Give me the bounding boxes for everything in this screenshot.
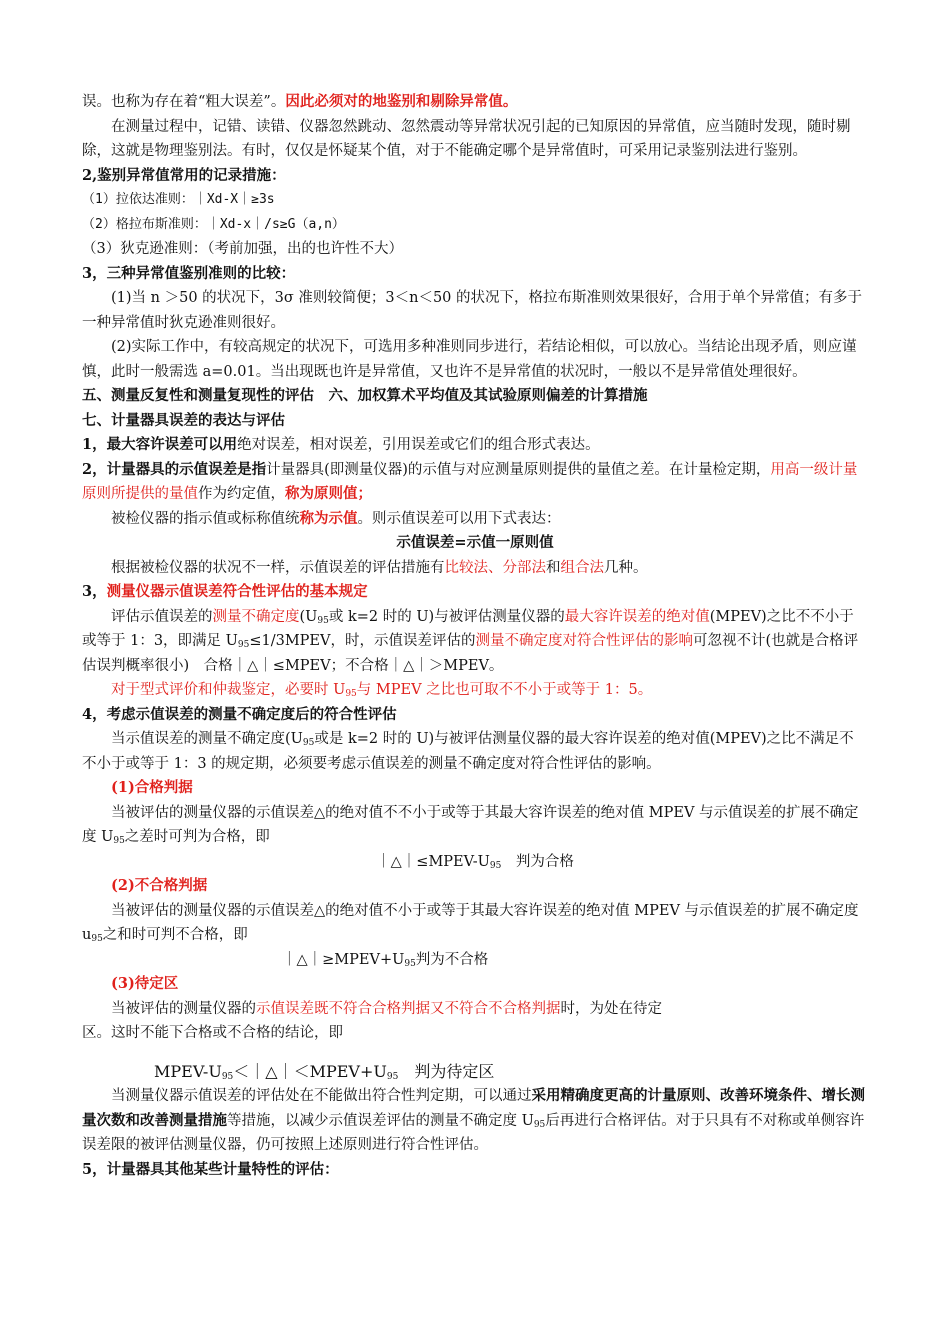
heading-3: 3，三种异常值鉴别准则的比较： xyxy=(82,264,296,282)
paragraph-uncertainty xyxy=(82,727,868,776)
subscript: 95 xyxy=(345,689,357,699)
criterion-pass-text xyxy=(82,801,868,850)
criterion-pending-text xyxy=(82,997,868,1022)
heading-5-other: 5，计量器具其他某些计量特性的评估： xyxy=(82,1160,339,1178)
text: 根据被检仪器的状况不一样，示值误差的评估措施有 xyxy=(111,559,445,576)
text: 称为示值 xyxy=(299,509,358,527)
heading-5-6: 五、测量反复性和测量复现性的评估 六、加权算术平均值及其试验原则偏差的计算措施 xyxy=(82,387,648,404)
text: 当测量仪器示值误差的评估处在不能做出符合性判定期，可以通过 xyxy=(111,1088,532,1104)
paragraph-compare-2: (2)实际工作中，有较高规定的状况下，可选用多种准则同步进行，若结论相似，可以放心。当结论出现矛盾，则应谨慎，此时一般需选 a=0.01。当出现既也许是异常值，又也许不是异常值的状况时，一般以不是异常值处理很好。 xyxy=(82,339,857,380)
highlight: 因此必须对的地鉴别和剔除异常值。 xyxy=(285,93,518,110)
paragraph-compare-1: (1)当 n ＞50 的状况下，3σ 准则较简便；3＜n＜50 的状况下，格拉布斯准则效果很好，合用于单个异常值；有多于一种异常值时狄克逊准则很好。 xyxy=(82,290,863,331)
text: 。则示值误差可以用下式表达： xyxy=(357,510,561,527)
text: (U xyxy=(299,608,318,625)
text: 3， xyxy=(82,583,107,600)
criterion-fail-text xyxy=(82,899,868,948)
criterion-1: （1）拉依达准则：｜Xd-X｜≥3s xyxy=(82,192,275,207)
subscript: 95 xyxy=(386,1071,399,1082)
text: ｜△｜≥MPEV+U xyxy=(282,951,405,968)
text: 测量不确定度对符合性评估的影响 xyxy=(475,633,693,649)
subscript: 95 xyxy=(91,934,103,944)
text: ｜△｜≤MPEV-U xyxy=(376,853,490,870)
text: 测量不确定度 xyxy=(212,608,300,625)
criterion-pass-title: (1)合格判据 xyxy=(111,779,193,796)
subscript: 95 xyxy=(533,1119,546,1130)
text: 误。也称为存在着“粗大误差”。 xyxy=(82,94,286,110)
text: 采用精确度更高的计量原则、改善环境条件、增长测量次数和改善测量措施 xyxy=(82,1087,865,1129)
text: 2，计量器具的示值误差是指 xyxy=(82,460,267,478)
text: 和 xyxy=(546,559,561,576)
text: MPEV-U xyxy=(154,1061,222,1081)
paragraph-improve xyxy=(82,1084,868,1158)
criterion-pending-title: (3)待定区 xyxy=(111,975,179,992)
subscript: 95 xyxy=(221,1071,234,1082)
text: 可忽视不计(也就是合格评估误判概率很小) 合格｜△｜≤MPEV；不合格｜△｜＞MPEV。 xyxy=(82,633,859,674)
subscript: 95 xyxy=(113,836,125,846)
formula-fail xyxy=(82,948,868,973)
line-1 xyxy=(82,90,868,115)
text: 等措施，以减少示值误差评估的测量不确定度 U xyxy=(227,1112,534,1129)
text: 用 xyxy=(770,461,785,478)
text: 判为待定区 xyxy=(398,1061,495,1081)
text: 或 k=2 时的 U)与被评估测量仪器的 xyxy=(328,608,565,625)
text: 评估示值误差的 xyxy=(111,608,213,625)
text: 当被评估的测量仪器的 xyxy=(111,1000,256,1017)
item-1 xyxy=(82,433,868,458)
subscript: 95 xyxy=(302,738,315,748)
text: 称为原则值； xyxy=(285,485,372,502)
item-2 xyxy=(82,458,868,507)
text: 被检仪器的指示值或标称值统 xyxy=(111,510,300,527)
formula-indication-error: 示值误差=示值一原则值 xyxy=(396,534,554,551)
text: 判为合格 xyxy=(501,853,574,870)
item-2-methods xyxy=(82,556,868,581)
criterion-pending-text-2: 区。这时不能下合格或不合格的结论，即 xyxy=(82,1025,343,1041)
text: 计量器具(即测量仪器)的示值与对应测量原则提供的量值之差。在计量检定期， xyxy=(266,461,771,478)
subscript: 95 xyxy=(489,860,502,871)
text: 最大容许误差的绝对值 xyxy=(564,608,710,625)
item-2-indication xyxy=(82,507,868,532)
criterion-3: （3）狄克逊准则：（考前加强，出的也许性不大） xyxy=(82,241,403,257)
text: 时，为处在待定 xyxy=(560,1000,662,1017)
text: 判为不合格 xyxy=(415,951,489,968)
text: 当示值误差的测量不确定度(U xyxy=(111,731,303,747)
text: 1，最大容许误差可以用 xyxy=(82,436,238,453)
text: 高一级计量原则所提供的量值 xyxy=(82,461,858,502)
text: 组合法 xyxy=(560,559,604,576)
text: 比较法、分部法 xyxy=(444,559,546,576)
criterion-2: （2）格拉布斯准则：｜Xd-x｜/s≥G（a,n） xyxy=(82,216,345,232)
text: 测量仪器示值误差符合性评估的基本规定 xyxy=(106,583,368,600)
text: 对于型式评价和仲裁鉴定，必要时 U xyxy=(111,682,346,698)
heading-3-conformity xyxy=(82,580,868,605)
text: 绝对误差，相对误差，引用误差或它们的组合形式表达。 xyxy=(237,437,600,453)
text: (MPEV)之比不不小于或等于 1：3，即满足 U xyxy=(82,608,854,649)
formula-pending xyxy=(82,1060,868,1085)
text: 几种。 xyxy=(604,559,648,576)
text: 当被评估的测量仪器的示值误差△的绝对值不小于或等于其最大容许误差的绝对值 MPEV 与示值误差的扩展不确定度 u xyxy=(82,902,859,943)
subscript: 95 xyxy=(404,958,416,969)
text: 之和时可判不合格，即 xyxy=(102,927,248,943)
paragraph-evaluation xyxy=(82,605,868,679)
criterion-fail-title: (2)不合格判据 xyxy=(111,877,208,894)
text: 当被评估的测量仪器的示值误差△的绝对值不不小于或等于其最大容许误差的绝对值 MPEV 与示值误差的扩展不确定度 U xyxy=(82,804,859,845)
heading-7: 七、计量器具误差的表达与评估 xyxy=(82,411,285,429)
spacer xyxy=(82,1046,868,1060)
text: ≤1/3MPEV，时，示值误差评估的 xyxy=(249,633,476,649)
paragraph-physical-method: 在测量过程中，记错、读错、仪器忽然跳动、忽然震动等异常状况引起的已知原因的异常值，应当随时发现，随时剔除，这就是物理鉴别法。有时，仅仅是怀疑某个值，对于不能确定哪个是异常值时，可采用记录鉴别法进行鉴别。 xyxy=(82,118,851,159)
subscript: 95 xyxy=(237,640,250,650)
text: 与 MPEV 之比也可取不不小于或等于 1：5。 xyxy=(356,682,653,698)
paragraph-type-evaluation xyxy=(82,678,868,703)
heading-2: 2,鉴别异常值常用的记录措施： xyxy=(82,166,286,184)
text: 示值误差既不符合合格判据又不符合不合格判据 xyxy=(256,1000,561,1017)
text: 或是 k=2 时的 U)与被评估测量仪器的最大容许误差的绝对值(MPEV)之比不满足不不小于或等于 1：3 的规定期，必须要考虑示值误差的测量不确定度对符合性评估的影响。 xyxy=(82,731,854,772)
heading-4: 4，考虑示值误差的测量不确定度后的符合性评估 xyxy=(82,705,397,723)
text: 作为约定值， xyxy=(198,486,285,502)
text: 后再进行合格评估。对于只具有不对称或单侧容许误差限的被评估测量仪器，仍可按照上述原则进行符合性评估。 xyxy=(82,1112,865,1153)
text: ＜｜△｜＜MPEV+U xyxy=(233,1061,387,1081)
subscript: 95 xyxy=(317,615,329,626)
text: 之差时可判为合格，即 xyxy=(124,829,270,845)
formula-pass xyxy=(82,850,868,875)
